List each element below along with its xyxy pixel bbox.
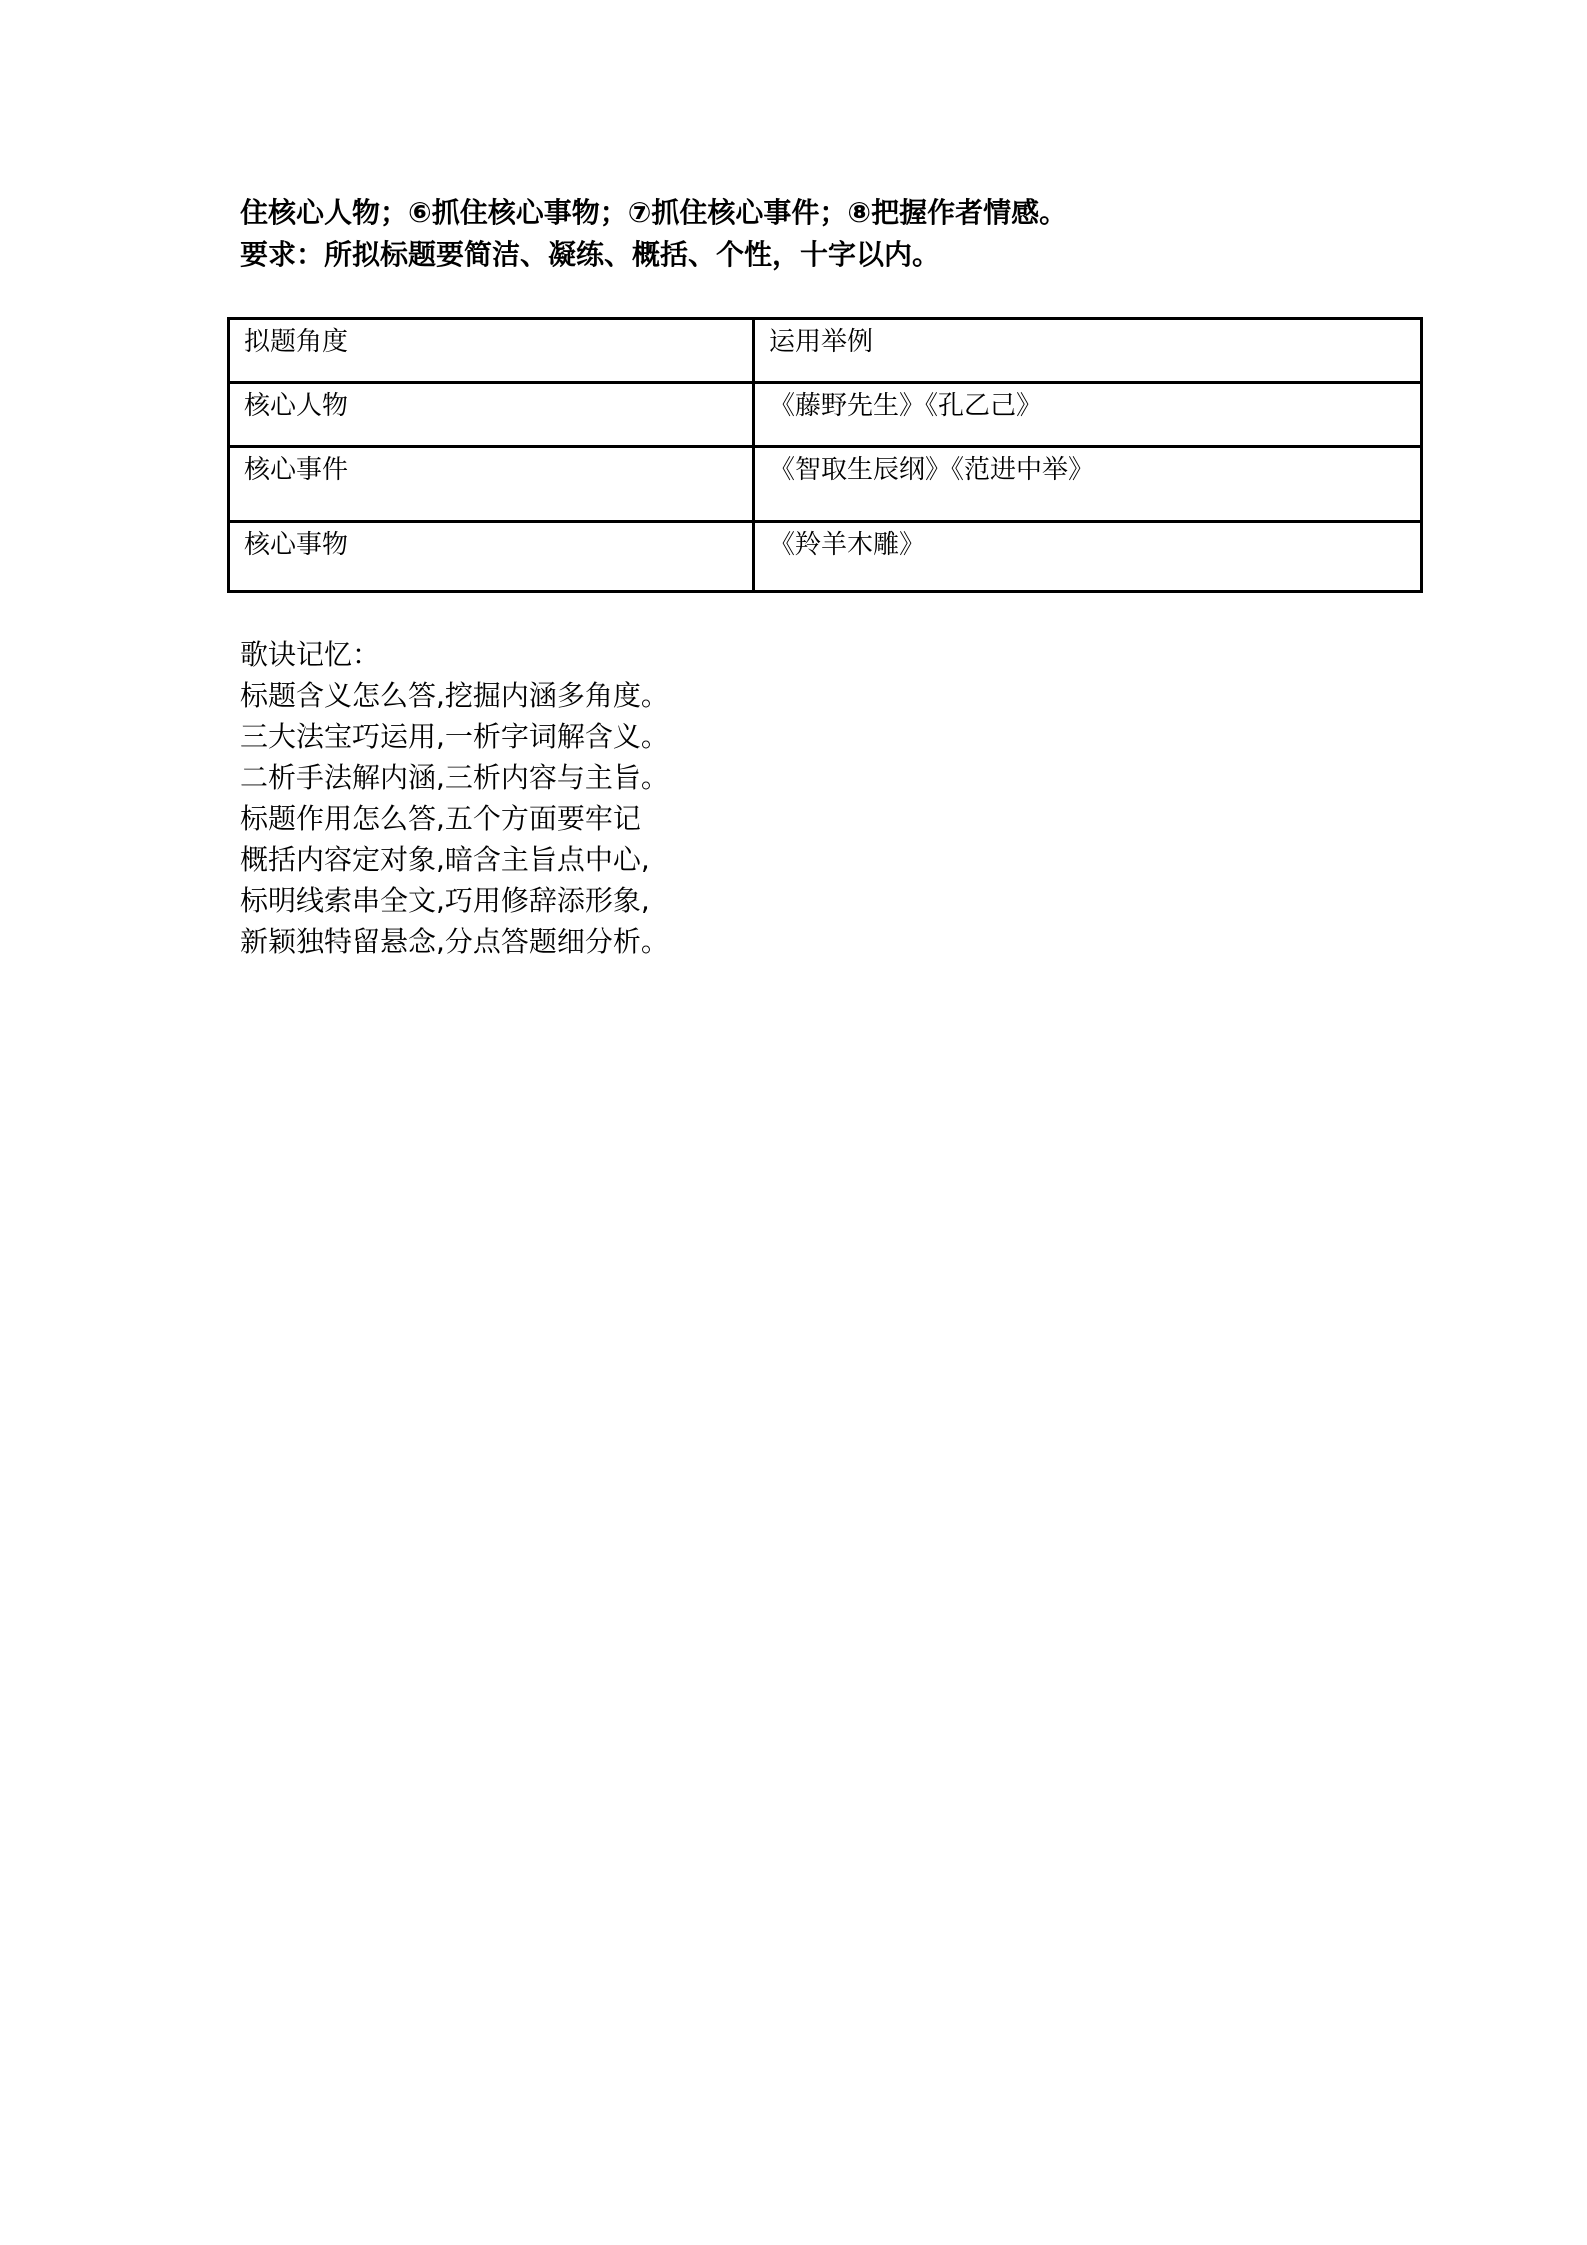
intro-text [240,192,1440,276]
title-angle-table [227,317,1423,593]
header-example: 运用举例 [754,319,1422,383]
angle-cell: 核心事件 [229,447,754,522]
mnemonic-line: 标题含义怎么答,挖掘内涵多角度。 [240,679,669,712]
intro-line-1: 住核心人物；⑥抓住核心事物；⑦抓住核心事件；⑧把握作者情感。 [240,196,1068,229]
table-row [229,383,1422,447]
example-cell: 《智取生辰纲》《范进中举》 [754,447,1422,522]
example-cell: 《羚羊木雕》 [754,522,1422,592]
mnemonic-line: 二析手法解内涵,三析内容与主旨。 [240,761,669,794]
angle-cell: 核心人物 [229,383,754,447]
mnemonic-line: 标明线索串全文,巧用修辞添形象, [240,884,650,917]
requirement-line: 要求：所拟标题要简洁、凝练、概括、个性，十字以内。 [240,238,941,271]
mnemonic-title: 歌诀记忆： [240,638,381,671]
table-row [229,522,1422,592]
example-cell: 《藤野先生》《孔乙己》 [754,383,1422,447]
mnemonic-line: 三大法宝巧运用,一析字词解含义。 [240,720,669,753]
header-angle: 拟题角度 [229,319,754,383]
mnemonic-line: 概括内容定对象,暗含主旨点中心, [240,843,650,876]
angle-cell: 核心事物 [229,522,754,592]
table-row [229,447,1422,522]
mnemonic-line: 标题作用怎么答,五个方面要牢记 [240,802,641,835]
mnemonic-line: 新颖独特留悬念,分点答题细分析。 [240,925,669,958]
mnemonic-block [240,634,1440,962]
table-header-row [229,319,1422,383]
